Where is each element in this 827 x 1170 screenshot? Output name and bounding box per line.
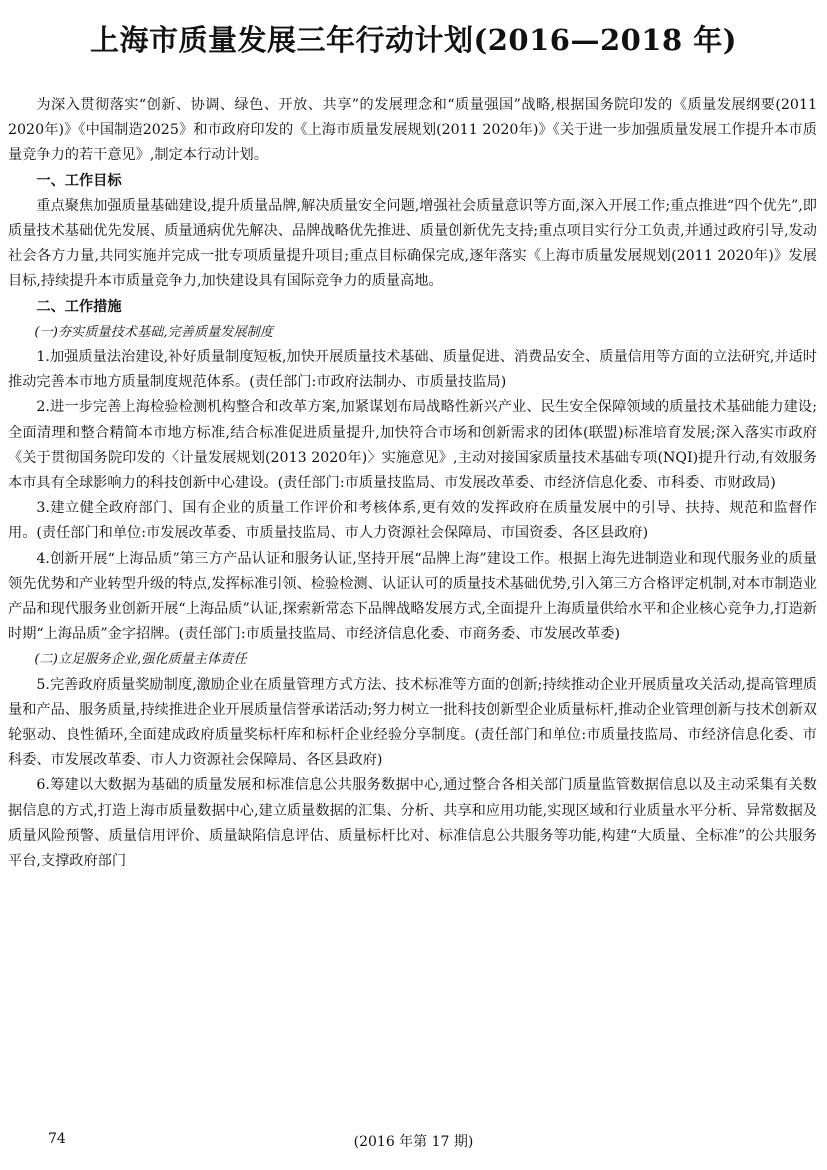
document-title: 上海市质量发展三年行动计划(2016—2018 年) xyxy=(90,23,737,57)
page-number: 74 xyxy=(48,1131,66,1147)
section-heading: 一、工作目标 xyxy=(36,172,122,189)
paragraph: 6.筹建以大数据为基础的质量发展和标准信息公共服务数据中心,通过整合各相关部门质量监管数据信息以及主动采集有关数据信息的方式,打造上海市质量数据中心,建立质量数据的汇集、分析、共享和应用功能,实现区域和行业质量水平分析、异常数据及质量风险预警、质量信用评价、质量缺陷信息评估、质量标杆比对、标准信息公共服务等功能,构建“大质量、全标准”的公共服务平台,支撑政府部门 xyxy=(8,777,817,870)
section-heading: 二、工作措施 xyxy=(36,298,122,315)
subsection-heading: (二)立足服务企业,强化质量主体责任 xyxy=(34,652,247,668)
paragraph: 2.进一步完善上海检验检测机构整合和改革方案,加紧谋划布局战略性新兴产业、民生安全保障领域的质量技术基础能力建设;全面清理和整合精简本市地方标准,结合标准促进质量提升,加快符合市场和创新需求的团体(联盟)标准培育发展;深入落实市政府《关于贯彻国务院印发的〈计量发展规划(2013 2020年)〉实施意见》,主动对接国家质量技术基础专项(NQI)提升行动,有效服务本市具有全球影响力的科技创新中心建设。(责任部门:市质量技监局、市发展改革委、市经济信息化委、市科委、市财政局) xyxy=(8,399,817,492)
paragraph: 重点聚焦加强质量基础建设,提升质量品牌,解决质量安全问题,增强社会质量意识等方面,深入开展工作;重点推进“四个优先”,即质量技术基础优先发展、质量通病优先解决、品牌战略优先推进、质量创新优先支持;重点项目实行分工负责,并通过政府引导,发动社会各方力量,共同实施并完成一批专项质量提升项目;重点目标确保完成,逐年落实《上海市质量发展规划(2011 2020年)》发展目标,持续提升本市质量竞争力,加快建设具有国际竞争力的质量高地。 xyxy=(8,197,817,290)
paragraph: 为深入贯彻落实“创新、协调、绿色、开放、共享”的发展理念和“质量强国”战略,根据国务院印发的《质量发展纲要(2011 2020年)》《中国制造2025》和市政府印发的《上海市质量发展规划(2011 2020年)》《关于进一步加强质量发展工作提升本市质量竞争力的若干意见》,制定本行动计划。 xyxy=(8,97,817,164)
paragraph: 5.完善政府质量奖励制度,激励企业在质量管理方式方法、技术标准等方面的创新;持续推动企业开展质量攻关活动,提高管理质量和产品、服务质量,持续推进企业开展质量信誉承诺活动;努力树立一批科技创新型企业质量标杆,推动企业管理创新与技术创新双轮驱动、良性循环,全面建成政府质量奖标杆库和标杆企业经验分享制度。(责任部门和单位:市质量技监局、市经济信息化委、市科委、市发展改革委、市人力资源社会保障局、各区县政府) xyxy=(8,676,817,769)
paragraph: 4.创新开展“上海品质”第三方产品认证和服务认证,坚持开展“品牌上海”建设工作。根据上海先进制造业和现代服务业的质量领先优势和产业转型升级的特点,发挥标准引领、检验检测、认证认可的质量技术基础优势,引入第三方合格评定机制,对本市制造业产品和现代服务业创新开展“上海品质”认证,探索新常态下品牌战略发展方式,全面提升上海质量供给水平和企业核心竞争力,打造新时期“上海品质”金字招牌。(责任部门:市质量技监局、市经济信息化委、市商务委、市发展改革委) xyxy=(8,550,817,643)
issue-label: (2016 年第 17 期) xyxy=(353,1134,474,1150)
paragraph: 1.加强质量法治建设,补好质量制度短板,加快开展质量技术基础、质量促进、消费品安全、质量信用等方面的立法研究,并适时推动完善本市地方质量制度规范体系。(责任部门:市政府法制办、市质量技监局) xyxy=(8,349,817,391)
paragraph: 3.建立健全政府部门、国有企业的质量工作评价和考核体系,更有效的发挥政府在质量发展中的引导、扶持、规范和监督作用。(责任部门和单位:市发展改革委、市质量技监局、市人力资源社会保障局、市国资委、各区县政府) xyxy=(8,500,817,542)
subsection-heading: (一)夯实质量技术基础,完善质量发展制度 xyxy=(34,324,274,340)
document-body xyxy=(8,93,817,874)
